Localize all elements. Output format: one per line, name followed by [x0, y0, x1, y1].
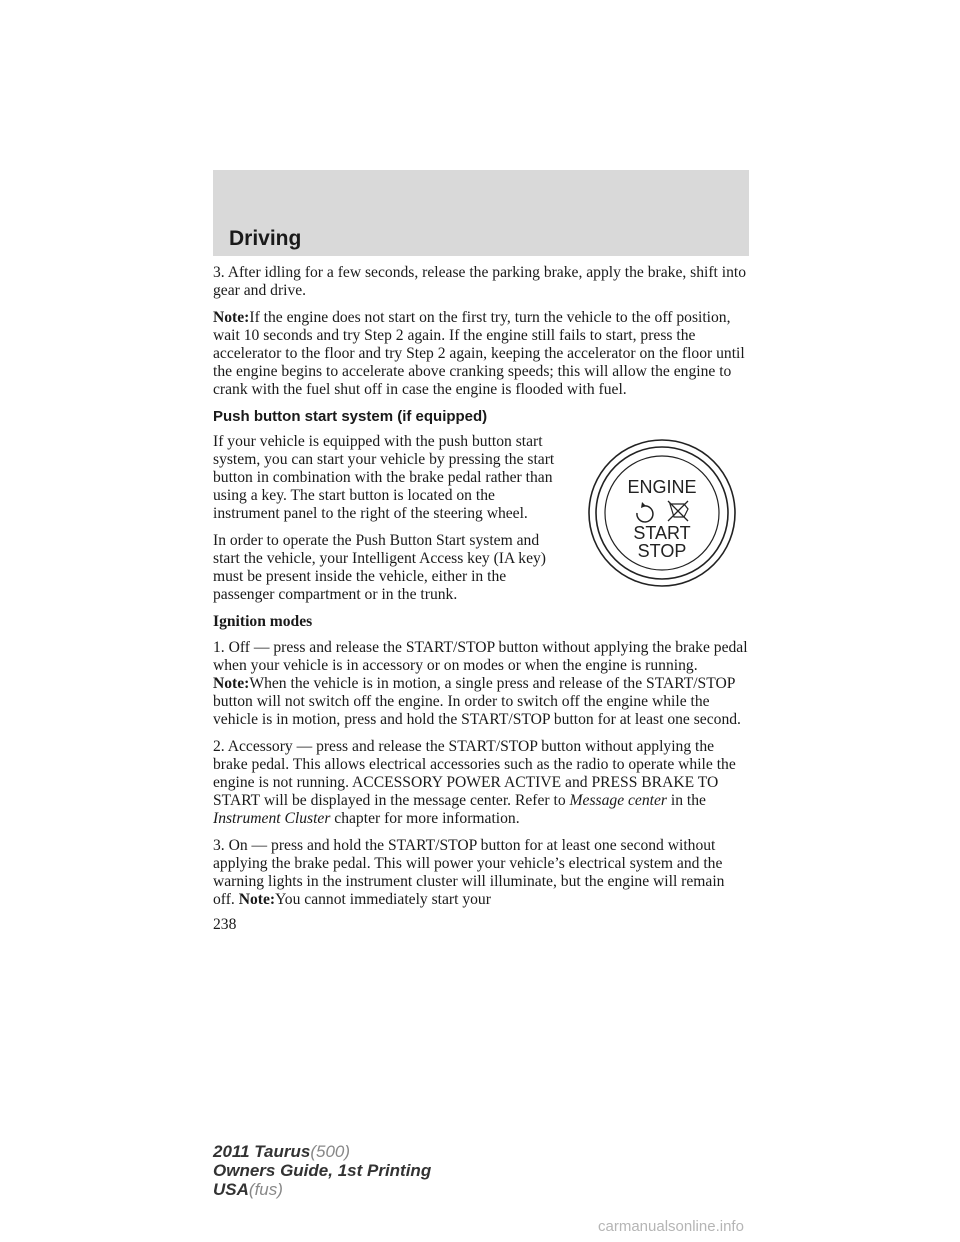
- paragraph-ia-key: In order to operate the Push Button Start system and start the vehicle, your Intelligent Access key (IA key) must be present inside the vehicle, either in the passenger compartment or in the trunk.: [213, 532, 546, 603]
- document-footer: [213, 1142, 431, 1199]
- note-label: Note:: [213, 675, 250, 692]
- footer-model: 2011 Taurus: [213, 1142, 311, 1161]
- reference-end: chapter for more information.: [334, 810, 520, 827]
- page-content: [213, 264, 750, 934]
- reference-message-center: Message center: [569, 792, 667, 809]
- footer-region: USA: [213, 1180, 249, 1199]
- button-label-engine: ENGINE: [627, 477, 697, 497]
- footer-model-code: (500): [310, 1142, 351, 1161]
- watermark: carmanualsonline.info: [598, 1218, 744, 1235]
- mode-off-note: When the vehicle is in motion, a single press and release of the START/STOP button will not switch off the engine. In order to switch off the engine while the vehicle is in motion, press and hold the START/STOP button for at least one second.: [213, 675, 741, 728]
- mode-on-note: You cannot immediately start your: [275, 891, 491, 908]
- subheading-push-button: Push button start system (if equipped): [213, 408, 488, 425]
- subheading-ignition-modes: Ignition modes: [213, 613, 313, 630]
- note-text: If the engine does not start on the first try, turn the vehicle to the off position, wait 10 seconds and try Step 2 again. If the engine still fails to start, press the accelerator to the floor and try Step 2 again, keeping the accelerator on the floor until the engine begins to accelerate above cranking speeds; this will allow the engine to crank with the fuel shut off in case the engine is flooded with fuel.: [213, 309, 745, 398]
- paragraph-push-button-intro: If your vehicle is equipped with the push button start system, you can start your vehicle by pressing the start button in combination with the brake pedal rather than using a key. The start button is located on the instrument panel to the right of the steering wheel.: [213, 433, 555, 522]
- mode-accessory-text: 2. Accessory — press and release the START/STOP button without applying the brake pedal. This allows electrical accessories such as the radio to operate while the engine is not running. ACCESSORY POWER ACTIVE and PRESS BRAKE TO START will be displayed in the message center. Refer to: [213, 738, 736, 809]
- engine-start-stop-button-icon: [582, 435, 742, 591]
- reference-connector: in the: [670, 792, 706, 809]
- button-label-start: START: [633, 523, 691, 543]
- engine-power-icon: [637, 502, 653, 522]
- note-label: Note:: [213, 309, 250, 326]
- paragraph-step-3: 3. After idling for a few seconds, release the parking brake, apply the brake, shift into gear and drive.: [213, 264, 747, 299]
- section-title: Driving: [229, 227, 302, 250]
- paragraph-mode-accessory: [213, 738, 750, 828]
- reference-instrument-cluster: Instrument Cluster: [213, 810, 331, 827]
- paragraph-mode-off: [213, 639, 750, 729]
- button-label-stop: STOP: [637, 541, 687, 561]
- footer-guide: Owners Guide, 1st Printing: [213, 1161, 432, 1180]
- page-number: 238: [213, 916, 237, 933]
- engine-start-stop-figure: [582, 435, 742, 591]
- mode-on-text: 3. On — press and hold the START/STOP button for at least one second without applying the brake pedal. This will power your vehicle’s electrical system and the warning lights in the instrument cluster will illuminate, but the engine will remain off.: [213, 837, 725, 908]
- footer-region-code: (fus): [248, 1180, 283, 1199]
- no-key-icon: [668, 501, 688, 521]
- paragraph-mode-on: [213, 837, 750, 909]
- note-label: Note:: [238, 891, 276, 908]
- paragraph-note-restart: [213, 309, 750, 399]
- mode-off-text: 1. Off — press and release the START/STOP button without applying the brake pedal when your vehicle is in accessory or on modes or when the engine is running.: [213, 639, 748, 674]
